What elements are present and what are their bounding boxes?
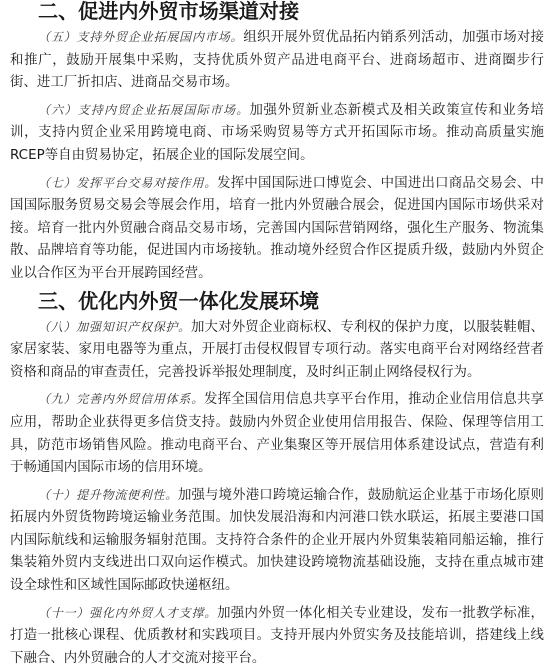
paragraph-text: 加强外贸新业态新模式及相关政策宣传和业务培训，支持内贸企业采用跨境电商、市场采购贸易等方式开拓国际市场。推动高质量实施RCEP等自由贸易协定，拓展企业的国际发展空间。 [10,102,544,163]
paragraph-lead: （十）提升物流便利性。 [38,487,178,502]
paragraph [10,99,544,168]
paragraph-text: 组织开展外贸优品拓内销系列活动，加强市场对接和推广，鼓励开展集中采购，支持优质外贸产品进电商平台、进商场超市、进商圈步行街、进工厂折扣店、进商品交易市场。 [10,30,544,91]
paragraph [10,172,544,286]
paragraph-lead: （八）加强知识产权保护。 [38,319,191,334]
paragraph-lead: （九）完善内外贸信用体系。 [38,392,204,407]
paragraph-lead: （十一）强化内外贸人才支撑。 [38,605,218,620]
paragraph-text: 发挥全国信用信息共享平台作用，推动企业信用信息共享应用，帮助企业获得更多信贷支持。鼓励内外贸企业使用信用报告、保险、保理等信用工具，防范市场销售风险。推动电商平台、产业集聚区等开展信用体系建设试点，营造有利于畅通国内国际市场的信用环境。 [10,392,545,476]
paragraph-lead: （六）支持内贸企业拓展国际市场。 [38,102,250,117]
section-heading: 二、促进内外贸市场渠道对接 [38,0,300,23]
paragraph-text: 发挥中国国际进口博览会、中国进出口商品交易会、中国国际服务贸易交易会等展会作用，培育一批内外贸融合展会，促进国内国际市场供采对接。培育一批内外贸融合商品交易市场，完善国内国际营销网络，强化生产服务、物流集散、品牌培育等功能，促进国内市场接轨。推动境外经贸合作区提质升级，鼓励内外贸企业以合作区为平台开展跨国经营。 [10,175,544,281]
section-heading: 三、优化内外贸一体化发展环境 [38,288,320,313]
paragraph-text: 加强内外贸一体化相关专业建设，发布一批教学标准，打造一批核心课程、优质教材和实践项目。支持开展内外贸实务及技能培训，搭建线上线下融合、内外贸融合的人才交流对接平台。 [10,605,544,666]
paragraph-lead: （五）支持外贸企业拓展国内市场。 [38,30,244,44]
paragraph-lead: （七）发挥平台交易对接作用。 [38,175,218,190]
paragraph [10,388,544,479]
paragraph-text: 加大对外贸企业商标权、专利权的保护力度，以服装鞋帽、家居家装、家用电器等为重点，开展打击侵权假冒专项行动。落实电商平台对网络经营者资格和商品的审查责任，完善投诉举报处理制度，及时纠正制止网络侵权行为。 [10,319,544,380]
paragraph [10,484,544,598]
paragraph-text: 加强与境外港口跨境运输合作，鼓励航运企业基于市场化原则拓展内外贸货物跨境运输业务范围。加快发展沿海和内河港口铁水联运，拓展主要港口国内国际航线和运输服务辐射范围。支持符合条件的企业开展内外贸集装箱同船运输，推行集装箱外贸内支线进出口双向运作模式。加快建设跨境物流基础设施，支持在重点城市建设全球性和区域性国际邮政快递枢纽。 [10,487,544,594]
paragraph [10,316,544,385]
paragraph [10,602,544,670]
paragraph [10,26,544,95]
